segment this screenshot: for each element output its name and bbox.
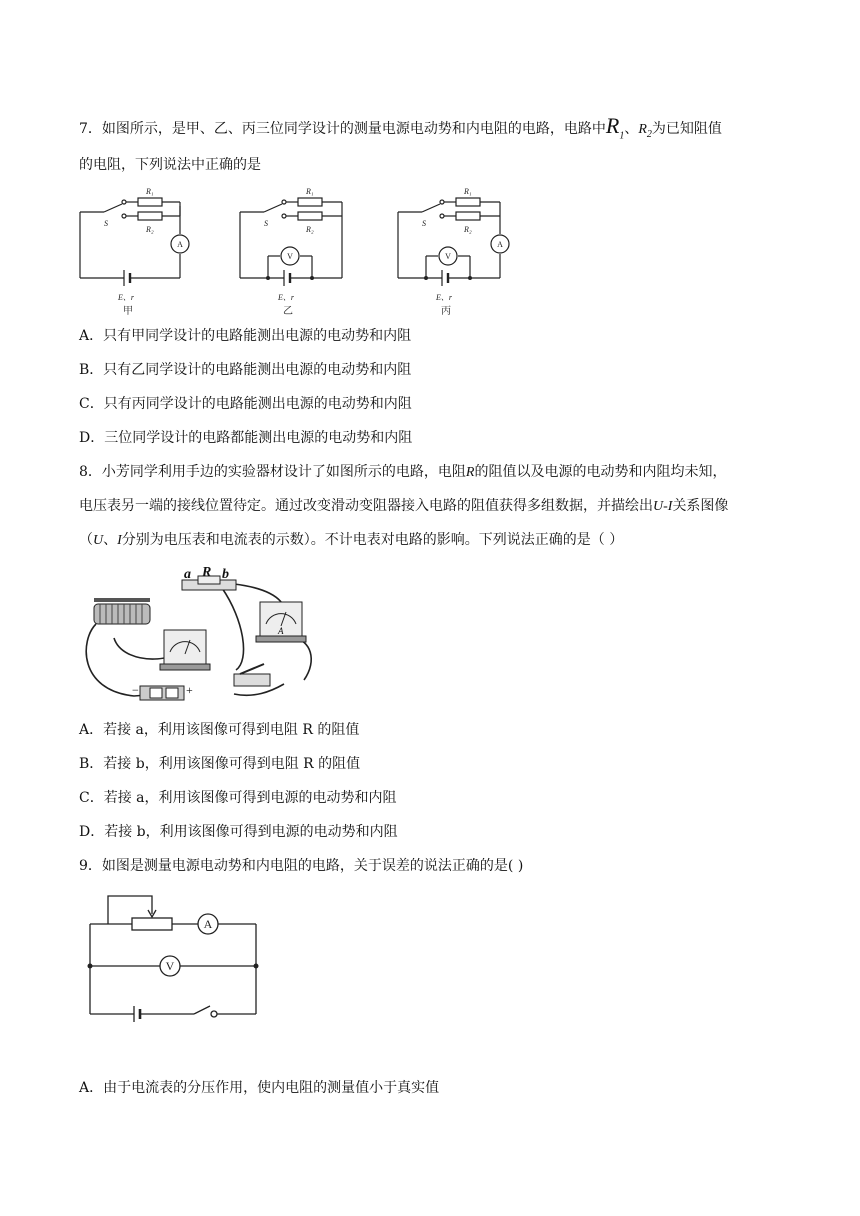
q7-option-a: A．只有甲同学设计的电路能测出电源的电动势和内阻 xyxy=(79,328,412,344)
label-r2-jia: R₂ xyxy=(146,225,154,234)
q9-stem: 9．如图是测量电源电动势和内电阻的电路，关于误差的说法正确的是( ) xyxy=(79,858,524,874)
q7-option-d: D．三位同学设计的电路都能测出电源的电动势和内阻 xyxy=(79,430,413,446)
label-s-yi: S xyxy=(264,219,268,228)
q7-stem-line1: 7．如图所示，是甲、乙、丙三位同学设计的测量电源电动势和内电阻的电路，电路中$R_1$、$R_2$为已知阻值 xyxy=(79,113,722,142)
q7-option-c: C．只有丙同学设计的电路能测出电源的电动势和内阻 xyxy=(79,396,412,412)
label-r1-yi: R₁ xyxy=(306,187,314,196)
wire-down xyxy=(222,588,244,670)
r2-symbol: $R_2$ xyxy=(638,122,652,140)
battery-plus-label: + xyxy=(186,683,193,697)
wire-right xyxy=(294,638,311,680)
ammeter-device-label: A xyxy=(278,626,284,636)
caption-jia: 甲 xyxy=(123,306,133,317)
circuit-yi xyxy=(240,198,342,286)
source-label-bing: E、r xyxy=(436,293,452,302)
q9-circuit-figure xyxy=(84,890,264,1026)
q8-option-b: B．若接 b，利用该图像可得到电阻 R 的阻值 xyxy=(79,756,361,772)
battery-minus-label: − xyxy=(132,683,139,697)
ammeter-bing: A xyxy=(497,240,503,249)
battery-device xyxy=(140,686,184,700)
label-s-bing: S xyxy=(422,219,426,228)
q9-voltmeter-label: V xyxy=(165,959,175,973)
ammeter-jia: A xyxy=(177,240,183,249)
label-r2-bing: R₂ xyxy=(464,225,472,234)
source-label-yi: E、r xyxy=(278,293,294,302)
q7-circuit-figures xyxy=(76,182,516,318)
caption-yi: 乙 xyxy=(283,306,293,317)
q8-apparatus-figure xyxy=(74,560,314,710)
terminal-b-label: b xyxy=(222,567,229,582)
q8-stem-line3: （U、I分别为电压表和电流表的示数）。不计电表对电路的影响。下列说法正确的是（ ） xyxy=(79,532,624,548)
wire-left xyxy=(86,624,160,696)
q8-option-a: A．若接 a，利用该图像可得到电阻 R 的阻值 xyxy=(79,722,360,738)
q8-option-d: D．若接 b，利用该图像可得到电源的电动势和内阻 xyxy=(79,824,398,840)
r1-symbol: $R_1$ xyxy=(605,113,625,142)
q8-option-c: C．若接 a，利用该图像可得到电源的电动势和内阻 xyxy=(79,790,397,806)
voltmeter-bing: V xyxy=(445,252,451,261)
circuit-bing xyxy=(398,198,509,286)
terminal-a-label: a xyxy=(184,567,191,582)
rheostat xyxy=(94,598,150,624)
ammeter-device xyxy=(256,602,306,642)
voltmeter-yi: V xyxy=(287,252,293,261)
label-s-jia: S xyxy=(104,219,108,228)
caption-bing: 丙 xyxy=(441,306,451,317)
q9-ammeter-label: A xyxy=(203,917,213,931)
q9-option-a: A．由于电流表的分压作用，使内电阻的测量值小于真实值 xyxy=(79,1080,440,1096)
source-label-jia: E、r xyxy=(118,293,134,302)
label-r1-bing: R₁ xyxy=(464,187,472,196)
voltmeter-device xyxy=(160,630,210,670)
q8-stem-line2: 电压表另一端的接线位置待定。通过改变滑动变阻器接入电路的阻值获得多组数据，并描绘出U-I关系图像 xyxy=(79,498,729,514)
resistor-r-label: R xyxy=(202,565,212,580)
q8-stem-line1: 8．小芳同学利用手边的实验器材设计了如图所示的电路，电阻R的阻值以及电源的电动势和内阻均未知， xyxy=(79,464,727,480)
q7-stem-line2: 的电阻，下列说法中正确的是 xyxy=(79,157,261,173)
circuit-jia xyxy=(80,198,189,286)
label-r1-jia: R₁ xyxy=(146,187,154,196)
q7-option-b: B．只有乙同学设计的电路能测出电源的电动势和内阻 xyxy=(79,362,412,378)
label-r2-yi: R₂ xyxy=(306,225,314,234)
